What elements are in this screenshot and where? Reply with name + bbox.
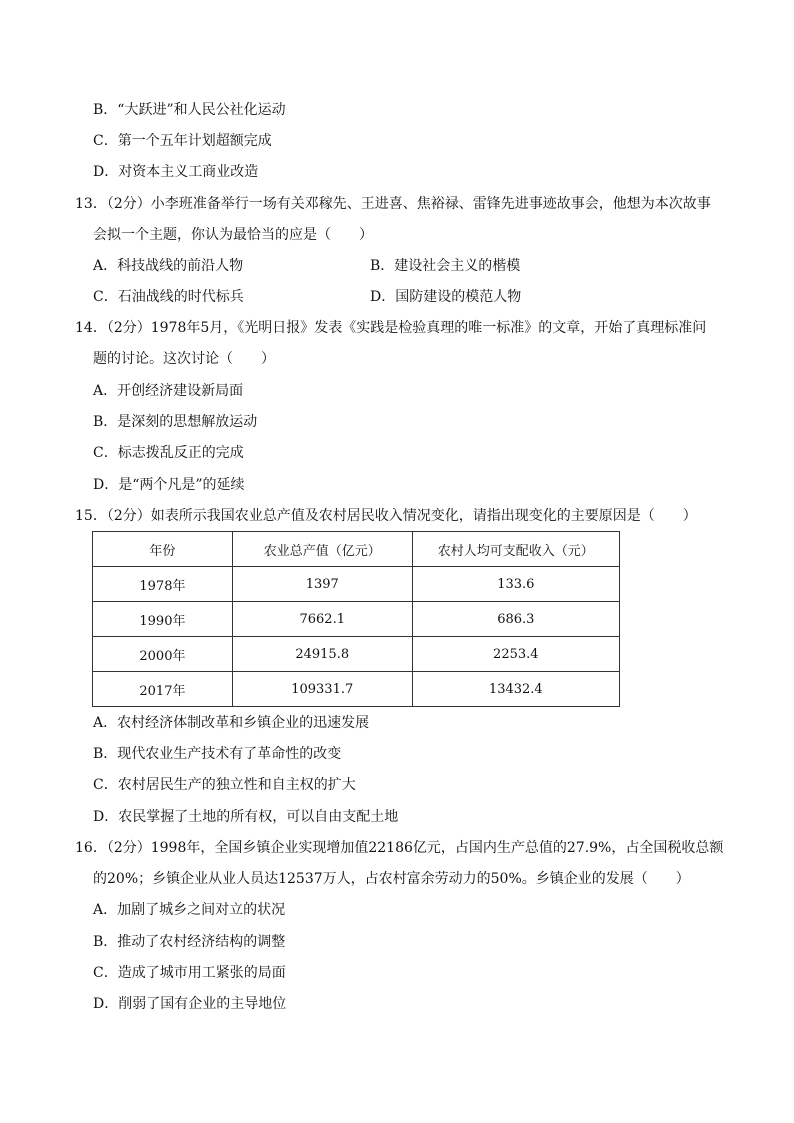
table-row	[93, 567, 620, 602]
q13-option-c: C．石油战线的时代标兵	[93, 289, 244, 305]
q15-data-table	[92, 531, 620, 707]
q13-option-b: B．建设社会主义的楷模	[370, 258, 521, 274]
q15-option-a: A．农村经济体制改革和乡镇企业的迅速发展	[93, 715, 370, 731]
table-cell: 686.3	[412, 602, 619, 637]
q13-option-d: D．国防建设的模范人物	[370, 289, 522, 305]
q15-option-b: B．现代农业生产技术有了革命性的改变	[93, 746, 342, 762]
q16-stem-line1: 16．（2分）1998年，全国乡镇企业实现增加值22186亿元，占国内生产总值的27.9%，占全国税收总额	[75, 840, 724, 856]
q13-stem-line1: 13．（2分）小李班准备举行一场有关邓稼先、王进喜、焦裕禄、雷锋先进事迹故事会，他想为本次故事	[75, 196, 711, 212]
q15-stem: 15．（2分）如表所示我国农业总产值及农村居民收入情况变化，请指出现变化的主要原因是（ ）	[75, 508, 697, 524]
table-header-output: 农业总产值（亿元）	[232, 532, 412, 567]
q14-stem-line2: 题的讨论。这次讨论（ ）	[93, 351, 275, 367]
table-cell: 133.6	[412, 567, 619, 602]
q14-stem-line1: 14．（2分）1978年5月，《光明日报》发表《实践是检验真理的唯一标准》的文章，开始了真理标准问	[75, 320, 707, 336]
q16-option-c: C．造成了城市用工紧张的局面	[93, 965, 286, 981]
q16-option-d: D．削弱了国有企业的主导地位	[93, 996, 287, 1012]
table-row	[93, 672, 620, 707]
table-row	[93, 637, 620, 672]
q12-option-c: C．第一个五年计划超额完成	[93, 133, 272, 149]
q14-option-a: A．开创经济建设新局面	[93, 383, 244, 399]
q16-stem-line2: 的20%；乡镇企业从业人员达12537万人，占农村富余劳动力的50%。乡镇企业的发展（ ）	[93, 871, 690, 887]
table-cell: 1397	[232, 567, 412, 602]
table-cell: 1978年	[93, 567, 233, 602]
table-cell: 1990年	[93, 602, 233, 637]
table-header-row	[93, 532, 620, 567]
table-cell: 7662.1	[232, 602, 412, 637]
table-cell: 2253.4	[412, 637, 619, 672]
q13-option-a: A．科技战线的前沿人物	[93, 258, 244, 274]
table-cell: 24915.8	[232, 637, 412, 672]
table-cell: 13432.4	[412, 672, 619, 707]
q16-option-a: A．加剧了城乡之间对立的状况	[93, 902, 286, 918]
table-cell: 109331.7	[232, 672, 412, 707]
table-cell: 2017年	[93, 672, 233, 707]
q14-option-c: C．标志拨乱反正的完成	[93, 445, 244, 461]
table-header-income: 农村人均可支配收入（元）	[412, 532, 619, 567]
table-row	[93, 602, 620, 637]
table-header-year: 年份	[93, 532, 233, 567]
table-cell: 2000年	[93, 637, 233, 672]
q12-option-b: B．“大跃进”和人民公社化运动	[93, 102, 286, 118]
q15-option-d: D．农民掌握了土地的所有权，可以自由支配土地	[93, 809, 399, 825]
q16-option-b: B．推动了农村经济结构的调整	[93, 934, 286, 950]
q12-option-d: D．对资本主义工商业改造	[93, 164, 259, 180]
q14-option-d: D．是“两个凡是”的延续	[93, 477, 245, 493]
q13-stem-line2: 会拟一个主题，你认为最恰当的应是（ ）	[93, 227, 373, 243]
q14-option-b: B．是深刻的思想解放运动	[93, 414, 258, 430]
q15-option-c: C．农村居民生产的独立性和自主权的扩大	[93, 777, 356, 793]
